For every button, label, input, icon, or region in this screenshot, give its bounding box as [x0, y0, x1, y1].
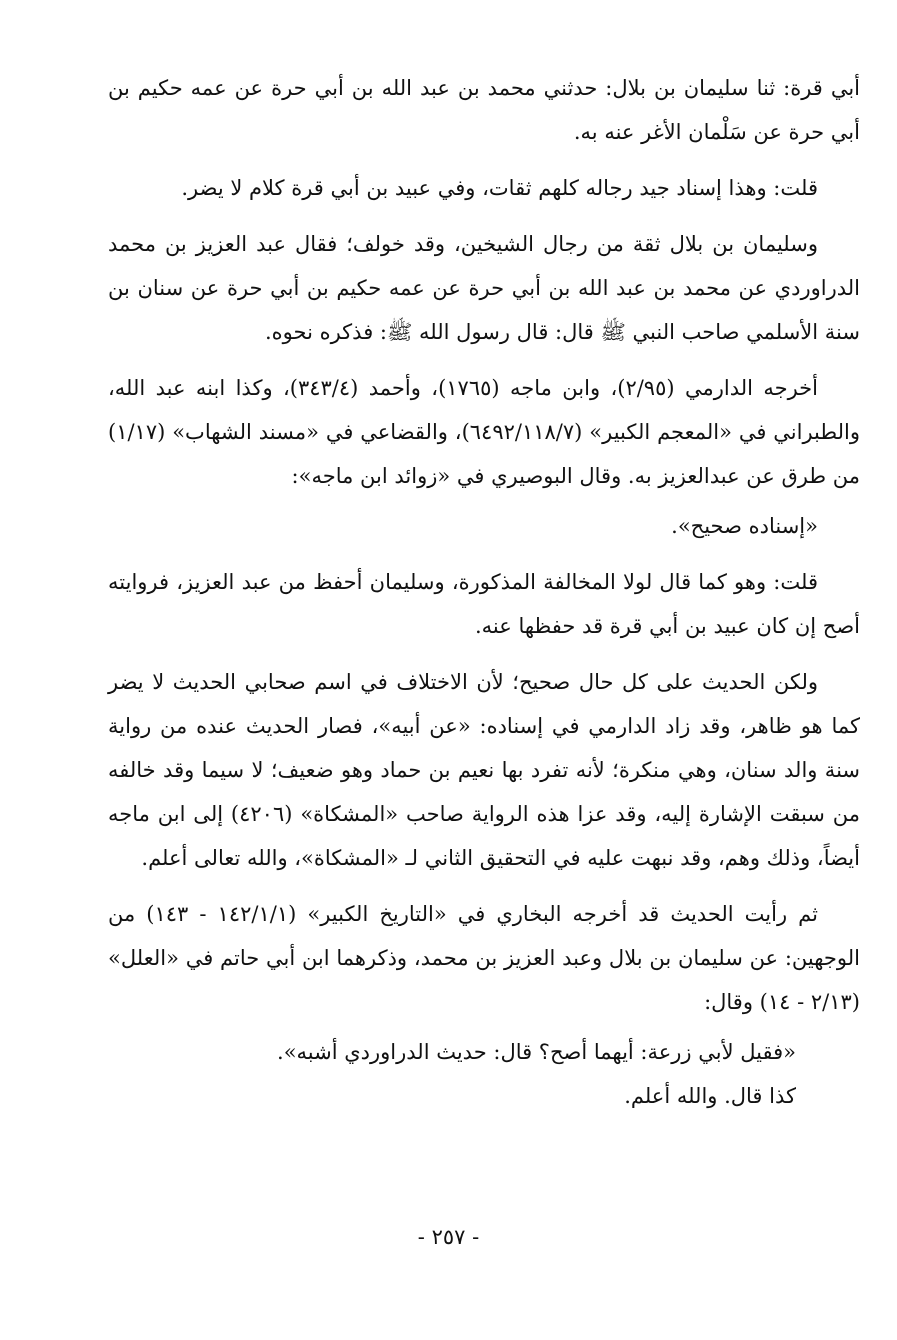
- paragraph-hadith-chain: أبي قرة: ثنا سليمان بن بلال: حدثني محمد بن عبد الله بن أبي حرة عن عمه حكيم بن أبي حرة عن سَلْمان الأغر عنه به.: [108, 76, 860, 144]
- body-text: [108, 66, 860, 1118]
- paragraph-comment-mukhalafa: قلت: وهو كما قال لولا المخالفة المذكورة، وسليمان أحفظ من عبد العزيز، فروايته أصح إن كان عبيد بن أبي قرة قد حفظها عنه.: [108, 570, 860, 638]
- paragraph-hadith-sahih: ولكن الحديث على كل حال صحيح؛ لأن الاختلاف في اسم صحابي الحديث لا يضر كما هو ظاهر، وقد زاد الدارمي في إسناده: «عن أبيه»، فصار الحديث عنده من رواية سنة والد سنان، وهي منكرة؛ لأنه تفرد بها نعيم بن حماد وهو ضعيف؛ لا سيما وقد خالفه من سبقت الإشارة إليه، وقد عزا هذه الرواية صاحب «المشكاة» (٤٢٠٦) إلى ابن ماجه أيضاً، وذلك وهم، وقد نبهت عليه في التحقيق الثاني لـ «المشكاة»، والله تعالى أعلم.: [108, 670, 860, 870]
- quote-abu-zura: «فقيل لأبي زرعة: أيهما أصح؟ قال: حديث الدراوردي أشبه».: [277, 1040, 796, 1064]
- paragraph-busiri-quote: «إسناده صحيح».: [671, 514, 818, 538]
- paragraph-sulayman: وسليمان بن بلال ثقة من رجال الشيخين، وقد خولف؛ فقال عبد العزيز بن محمد الدراوردي عن محمد بن عبد الله بن أبي حرة عن عمه حكيم بن أبي حرة عن سنان بن سنة الأسلمي صاحب النبي ﷺ قال: قال رسول الله ﷺ: فذكره نحوه.: [108, 232, 860, 344]
- paragraph-takhrij: أخرجه الدارمي (٢/٩٥)، وابن ماجه (١٧٦٥)، وأحمد (٣٤٣/٤)، وكذا ابنه عبد الله، والطبراني في «المعجم الكبير» (٦٤٩٢/١١٨/٧)، والقضاعي في «مسند الشهاب» (١/١٧) من طرق عن عبدالعزيز به. وقال البوصيري في «زوائد ابن ماجه»:: [108, 376, 860, 488]
- page-number: - ٢٥٧ -: [417, 1225, 480, 1249]
- quote-closing: كذا قال. والله أعلم.: [624, 1084, 796, 1108]
- paragraph-bukhari: ثم رأيت الحديث قد أخرجه البخاري في «التاريخ الكبير» (١٤٢/١/١ - ١٤٣) من الوجهين: عن سليمان بن بلال وعبد العزيز بن محمد، وذكرهما ابن أبي حاتم في «العلل» (٢/١٣ - ١٤) وقال:: [108, 902, 860, 1014]
- paragraph-comment-isnad: قلت: وهذا إسناد جيد رجاله كلهم ثقات، وفي عبيد بن أبي قرة كلام لا يضر.: [181, 176, 818, 200]
